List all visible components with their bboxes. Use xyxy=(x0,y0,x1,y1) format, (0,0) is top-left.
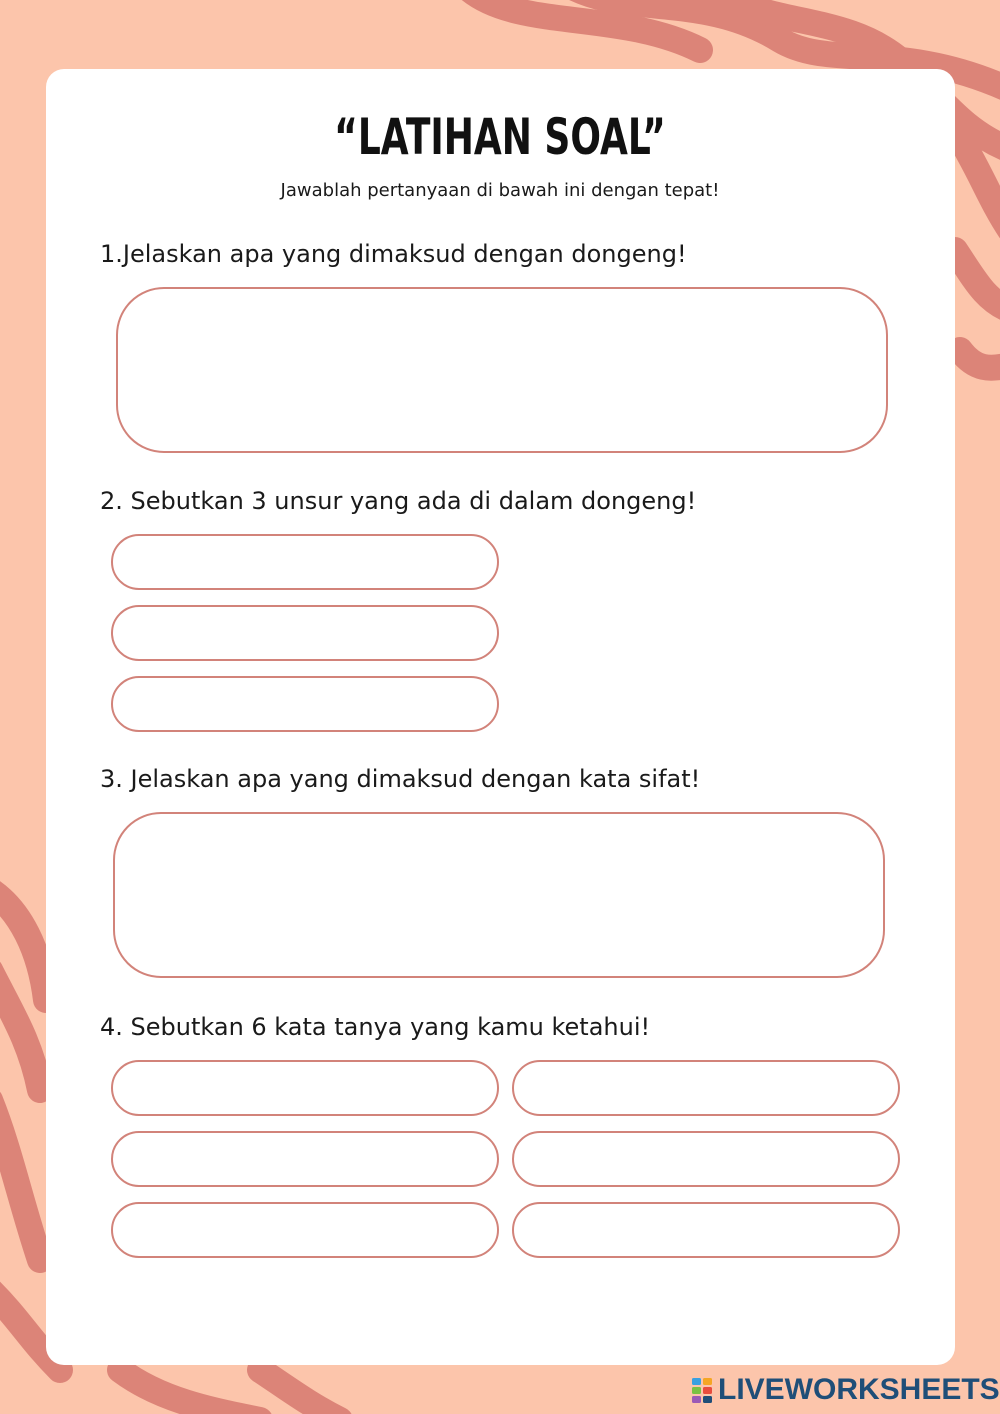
liveworksheets-brand[interactable] xyxy=(690,1372,1000,1408)
answer-4-field-6[interactable] xyxy=(512,1202,900,1258)
answer-3-box[interactable] xyxy=(113,812,885,978)
answer-4-field-4[interactable] xyxy=(512,1131,900,1187)
liveworksheets-wordmark: LIVEWORKSHEETS xyxy=(718,1373,1000,1406)
worksheet-title: “LATIHAN SOAL” xyxy=(334,108,666,166)
answer-1-box[interactable] xyxy=(116,287,888,453)
answer-4-field-1[interactable] xyxy=(111,1060,499,1116)
answer-4-field-3[interactable] xyxy=(111,1131,499,1187)
worksheet-instructions: Jawablah pertanyaan di bawah ini dengan tepat! xyxy=(280,180,720,201)
answer-2-field-3[interactable] xyxy=(111,676,499,732)
answer-4-field-5[interactable] xyxy=(111,1202,499,1258)
question-4: 4. Sebutkan 6 kata tanya yang kamu ketahui! xyxy=(100,1013,651,1041)
liveworksheets-logo-icon xyxy=(690,1375,714,1405)
answer-2-field-2[interactable] xyxy=(111,605,499,661)
question-1: 1.Jelaskan apa yang dimaksud dengan dongeng! xyxy=(100,240,687,268)
answer-4-field-2[interactable] xyxy=(512,1060,900,1116)
answer-2-field-1[interactable] xyxy=(111,534,499,590)
question-3: 3. Jelaskan apa yang dimaksud dengan kata sifat! xyxy=(100,765,701,793)
question-2: 2. Sebutkan 3 unsur yang ada di dalam dongeng! xyxy=(100,487,697,515)
